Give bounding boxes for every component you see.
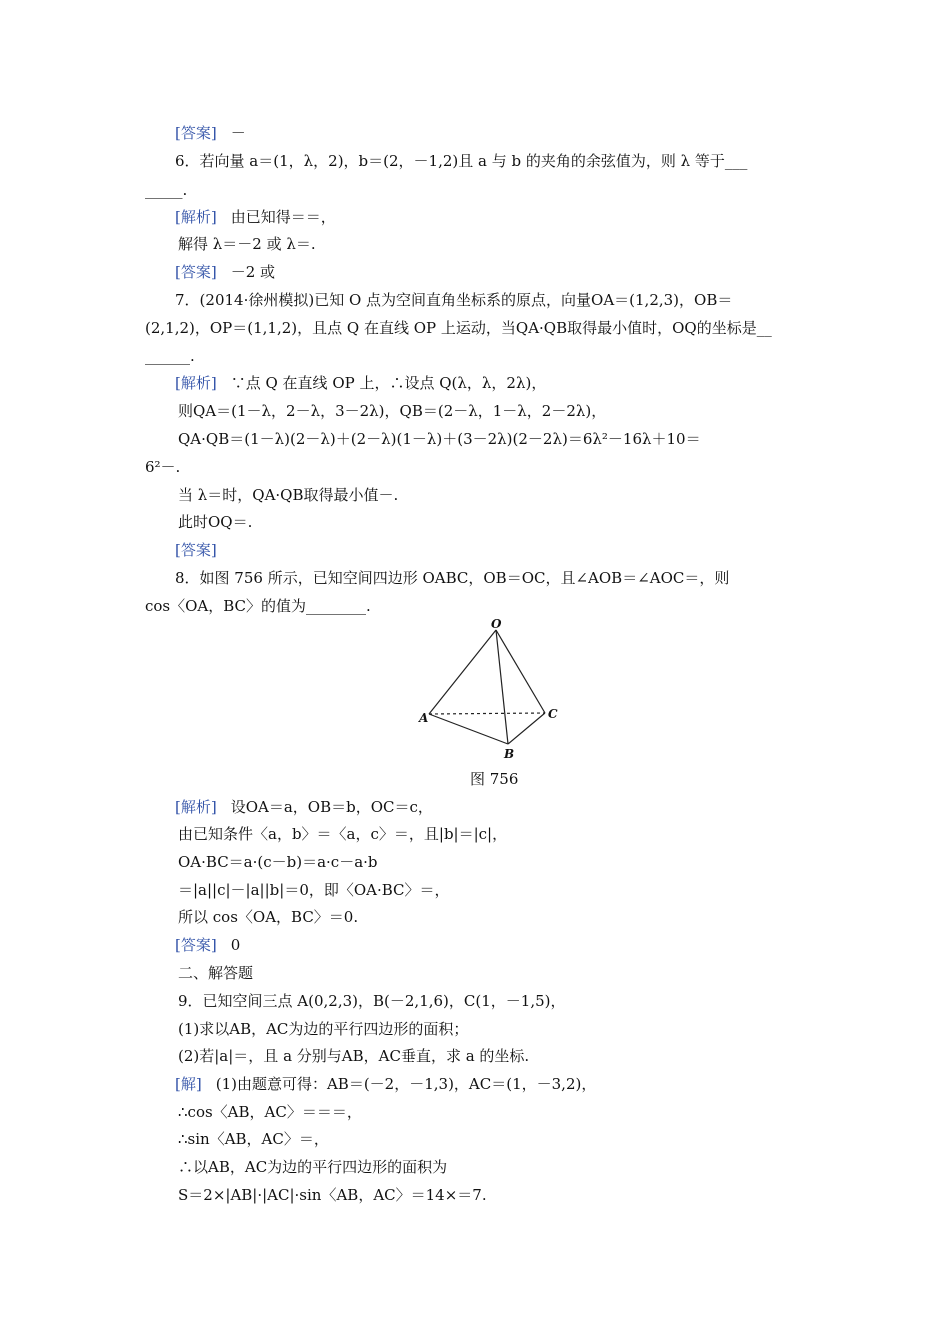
answer-tag: [答案] (175, 124, 217, 142)
solution-text: 当 λ＝时，QA·QB取得最小值－. (178, 486, 399, 504)
analysis-line: [解析] 由已知得＝＝， (175, 208, 336, 226)
solution-tag: [解] (175, 1075, 202, 1093)
question-8-line-1: 8．如图 756 所示，已知空间四边形 OABC，OB＝OC，且∠AOB＝∠AOC＝，则 (175, 569, 730, 587)
question-9-line-1: 9．已知空间三点 A(0,2,3)，B(－2,1,6)，C(1，－1,5)， (178, 992, 566, 1010)
question-9-part-1: (1)求以AB，AC为边的平行四边形的面积； (178, 1020, 469, 1038)
solution-text: 6²－. (145, 458, 181, 476)
tetrahedron-svg (415, 618, 565, 763)
question-9-part-2: (2)若|a|＝，且 a 分别与AB，AC垂直，求 a 的坐标. (178, 1047, 530, 1065)
solution-text: OA·BC＝a·(c－b)＝a·c－a·b (178, 853, 378, 871)
solution-text: ＝|a||c|－|a||b|＝0，即〈OA·BC〉＝， (178, 881, 450, 899)
answer-line: [答案] －2 或 (175, 263, 276, 281)
solution-text: 解得 λ＝－2 或 λ＝. (178, 235, 316, 253)
solution-text: 则QA＝(1－λ，2－λ，3－2λ)，QB＝(2－λ，1－λ，2－2λ)， (178, 402, 607, 420)
analysis-line: [解析] ∵点 Q 在直线 OP 上，∴设点 Q(λ，λ，2λ)， (175, 374, 547, 392)
answer-tag: [答案] (175, 541, 217, 559)
answer-line: [答案] － (175, 124, 246, 142)
vertex-label-B: B (504, 747, 515, 761)
analysis-tag: [解析] (175, 208, 217, 226)
tetrahedron-figure (415, 618, 565, 767)
solution-text: ∴sin〈AB，AC〉＝， (178, 1130, 329, 1148)
solution-text: ∴以AB，AC为边的平行四边形的面积为 (178, 1158, 448, 1176)
edge-AC-hidden (429, 713, 545, 714)
answer-tag: [答案] (175, 263, 217, 281)
edge-BC (508, 713, 545, 744)
vertex-label-C: C (548, 707, 558, 721)
question-6-line-1: 6．若向量 a＝(1，λ，2)，b＝(2，－1,2)且 a 与 b 的夹角的余弦值为，则 λ 等于___ (175, 152, 748, 170)
solution-line: [解] (1)由题意可得：AB＝(－2，－1,3)，AC＝(1，－3,2)， (175, 1075, 597, 1093)
solution-text: 所以 cos〈OA，BC〉＝0. (178, 908, 359, 926)
solution-text: 此时OQ＝. (178, 513, 253, 531)
answer-tag: [答案] (175, 936, 217, 954)
question-7-line-2: (2,1,2)，OP＝(1,1,2)，且点 Q 在直线 OP 上运动，当QA·QB取得最小值时，OQ的坐标是__ (145, 319, 772, 337)
analysis-line: [解析] 设OA＝a，OB＝b，OC＝c， (175, 798, 433, 816)
vertex-label-O: O (491, 618, 502, 631)
question-7-line-1: 7．(2014·徐州模拟)已知 O 点为空间直角坐标系的原点，向量OA＝(1,2,3)，OB＝ (175, 291, 733, 309)
question-6-line-2: _____. (145, 181, 188, 199)
solution-text: 由已知条件〈a，b〉＝〈a，c〉＝，且|b|＝|c|， (178, 825, 508, 843)
vertex-label-A: A (419, 711, 429, 725)
edge-AB (429, 714, 508, 744)
figure-caption: 图 756 (470, 770, 519, 788)
solution-text: ∴cos〈AB，AC〉＝＝＝， (178, 1103, 362, 1121)
question-8-line-2: cos〈OA，BC〉的值为________. (145, 597, 371, 615)
edge-OA (429, 630, 496, 714)
section-heading: 二、解答题 (178, 964, 254, 982)
analysis-tag: [解析] (175, 374, 217, 392)
solution-text: QA·QB＝(1－λ)(2－λ)＋(2－λ)(1－λ)＋(3－2λ)(2－2λ)＝6λ²－16λ＋10＝ (178, 430, 701, 448)
answer-line: [答案] 0 (175, 936, 241, 954)
answer-line (175, 540, 217, 560)
question-7-line-3: ______. (145, 347, 195, 365)
analysis-tag: [解析] (175, 798, 217, 816)
solution-text: S＝2×|AB|·|AC|·sin〈AB，AC〉＝14×＝7. (178, 1186, 487, 1204)
